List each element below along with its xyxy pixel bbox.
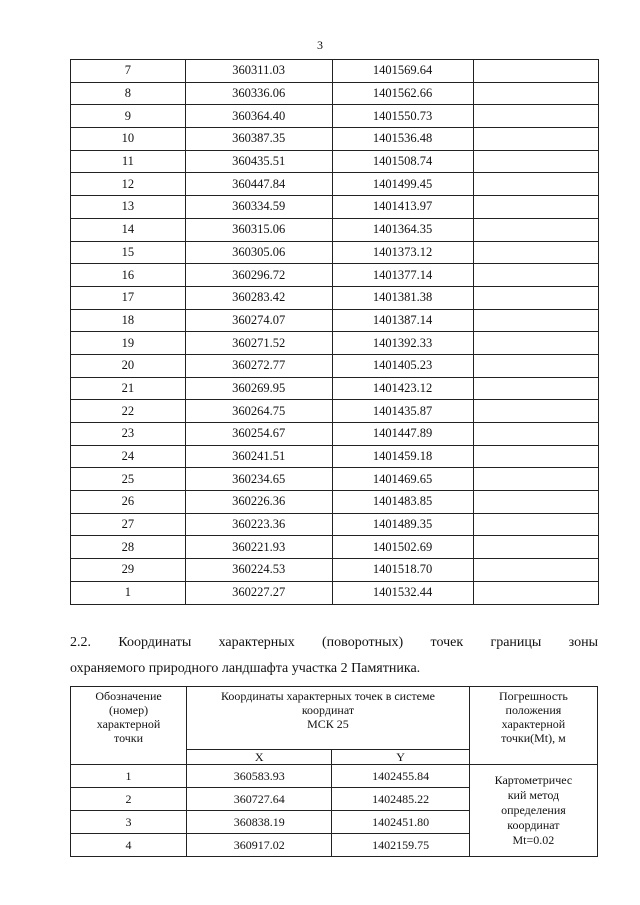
point-number-cell: 28 — [71, 536, 186, 559]
header-line: положения — [505, 703, 562, 717]
error-cell — [473, 264, 598, 287]
error-cell — [473, 445, 598, 468]
error-cell — [473, 513, 598, 536]
error-cell — [473, 105, 598, 128]
table-row — [71, 82, 599, 105]
table-row — [71, 105, 599, 128]
table-row — [71, 536, 599, 559]
point-number-cell: 10 — [71, 128, 186, 151]
point-number-cell: 20 — [71, 354, 186, 377]
table-row — [71, 581, 599, 604]
y-cell: 1402485.22 — [332, 788, 470, 811]
y-cell: 1401413.97 — [332, 196, 473, 219]
method-line: координат — [507, 818, 560, 832]
x-cell: 360234.65 — [185, 468, 332, 491]
method-cell — [469, 765, 597, 857]
table-row — [71, 423, 599, 446]
table-row — [71, 332, 599, 355]
y-cell: 1401499.45 — [332, 173, 473, 196]
point-number-cell: 14 — [71, 218, 186, 241]
x-cell: 360917.02 — [187, 834, 332, 857]
x-cell: 360274.07 — [185, 309, 332, 332]
table-row — [71, 309, 599, 332]
error-cell — [473, 377, 598, 400]
method-line: кий метод — [507, 788, 560, 802]
y-cell: 1401392.33 — [332, 332, 473, 355]
point-number-cell: 18 — [71, 309, 186, 332]
error-cell — [473, 60, 598, 83]
table-row — [71, 559, 599, 582]
table-row — [71, 60, 599, 83]
error-cell — [473, 400, 598, 423]
error-cell — [473, 150, 598, 173]
table-row — [71, 377, 599, 400]
method-line: определения — [501, 803, 566, 817]
y-cell: 1402455.84 — [332, 765, 470, 788]
x-cell: 360364.40 — [185, 105, 332, 128]
x-cell: 360283.42 — [185, 286, 332, 309]
x-cell: 360334.59 — [185, 196, 332, 219]
point-number-cell: 1 — [71, 765, 187, 788]
error-cell — [473, 423, 598, 446]
point-number-cell: 8 — [71, 82, 186, 105]
point-number-cell: 29 — [71, 559, 186, 582]
y-cell: 1401459.18 — [332, 445, 473, 468]
x-cell: 360272.77 — [185, 354, 332, 377]
x-cell: 360271.52 — [185, 332, 332, 355]
x-cell: 360583.93 — [187, 765, 332, 788]
table-row — [71, 241, 599, 264]
table-row — [71, 513, 599, 536]
point-number-cell: 9 — [71, 105, 186, 128]
table-row — [71, 150, 599, 173]
error-cell — [473, 332, 598, 355]
header-error — [469, 687, 597, 765]
point-number-cell: 4 — [71, 834, 187, 857]
point-number-cell: 24 — [71, 445, 186, 468]
y-cell: 1401536.48 — [332, 128, 473, 151]
x-cell: 360447.84 — [185, 173, 332, 196]
y-cell: 1401364.35 — [332, 218, 473, 241]
error-cell — [473, 241, 598, 264]
x-cell: 360311.03 — [185, 60, 332, 83]
x-cell: 360241.51 — [185, 445, 332, 468]
header-line: Обозначение — [95, 689, 162, 703]
error-cell — [473, 491, 598, 514]
header-line: точки(Mt), м — [501, 731, 566, 745]
header-y: Y — [332, 750, 470, 765]
error-cell — [473, 581, 598, 604]
point-number-cell: 7 — [71, 60, 186, 83]
coordinates-table-part2 — [70, 686, 598, 857]
x-cell: 360264.75 — [185, 400, 332, 423]
table-row — [71, 491, 599, 514]
point-number-cell: 19 — [71, 332, 186, 355]
point-number-cell: 17 — [71, 286, 186, 309]
x-cell: 360221.93 — [185, 536, 332, 559]
point-number-cell: 2 — [71, 788, 187, 811]
header-line: (номер) — [108, 703, 149, 717]
y-cell: 1402159.75 — [332, 834, 470, 857]
x-cell: 360254.67 — [185, 423, 332, 446]
point-number-cell: 25 — [71, 468, 186, 491]
y-cell: 1401489.35 — [332, 513, 473, 536]
y-cell: 1401483.85 — [332, 491, 473, 514]
x-cell: 360435.51 — [185, 150, 332, 173]
x-cell: 360336.06 — [185, 82, 332, 105]
page-number: 3 — [317, 38, 323, 52]
y-cell: 1401502.69 — [332, 536, 473, 559]
method-line: Картометричес — [494, 773, 573, 787]
point-number-cell: 15 — [71, 241, 186, 264]
table-row — [71, 196, 599, 219]
x-cell: 360296.72 — [185, 264, 332, 287]
x-cell: 360305.06 — [185, 241, 332, 264]
y-cell: 1401373.12 — [332, 241, 473, 264]
table-body — [71, 60, 599, 605]
point-number-cell: 22 — [71, 400, 186, 423]
table-row — [71, 765, 598, 788]
point-number-cell: 23 — [71, 423, 186, 446]
y-cell: 1401405.23 — [332, 354, 473, 377]
y-cell: 1401469.65 — [332, 468, 473, 491]
y-cell: 1401381.38 — [332, 286, 473, 309]
header-line: точки — [114, 731, 144, 745]
point-number-cell: 11 — [71, 150, 186, 173]
y-cell: 1401518.70 — [332, 559, 473, 582]
y-cell: 1401550.73 — [332, 105, 473, 128]
error-cell — [473, 559, 598, 582]
method-line: Mt=0.02 — [512, 833, 555, 847]
error-cell — [473, 82, 598, 105]
table-row — [71, 264, 599, 287]
table-row — [71, 468, 599, 491]
table-row — [71, 173, 599, 196]
table-row — [71, 400, 599, 423]
y-cell: 1401423.12 — [332, 377, 473, 400]
table-row — [71, 445, 599, 468]
header-line: МСК 25 — [307, 717, 349, 731]
point-number-cell: 3 — [71, 811, 187, 834]
y-cell: 1401435.87 — [332, 400, 473, 423]
header-line: характерной — [96, 717, 161, 731]
x-cell: 360315.06 — [185, 218, 332, 241]
header-line: характерной — [501, 717, 566, 731]
section-heading-line2: охраняемого природного ландшафта участка 2 Памятника. — [70, 661, 421, 676]
table-row — [71, 218, 599, 241]
y-cell: 1401377.14 — [332, 264, 473, 287]
header-coordinates — [187, 687, 470, 750]
header-point-designation — [71, 687, 187, 765]
y-cell: 1401508.74 — [332, 150, 473, 173]
header-line: Погрешность — [498, 689, 568, 703]
x-cell: 360727.64 — [187, 788, 332, 811]
error-cell — [473, 286, 598, 309]
table-row — [71, 286, 599, 309]
y-cell: 1401532.44 — [332, 581, 473, 604]
x-cell: 360226.36 — [185, 491, 332, 514]
y-cell: 1402451.80 — [332, 811, 470, 834]
y-cell: 1401562.66 — [332, 82, 473, 105]
point-number-cell: 21 — [71, 377, 186, 400]
coordinates-table-part1 — [70, 59, 599, 605]
point-number-cell: 12 — [71, 173, 186, 196]
error-cell — [473, 354, 598, 377]
table-row — [71, 354, 599, 377]
header-x: X — [187, 750, 332, 765]
error-cell — [473, 196, 598, 219]
x-cell: 360838.19 — [187, 811, 332, 834]
y-cell: 1401447.89 — [332, 423, 473, 446]
header-line: Координаты характерных точек в системе — [220, 689, 435, 703]
error-cell — [473, 218, 598, 241]
x-cell: 360269.95 — [185, 377, 332, 400]
point-number-cell: 13 — [71, 196, 186, 219]
x-cell: 360387.35 — [185, 128, 332, 151]
table-row — [71, 128, 599, 151]
header-line: координат — [301, 703, 355, 717]
error-cell — [473, 309, 598, 332]
x-cell: 360227.27 — [185, 581, 332, 604]
y-cell: 1401387.14 — [332, 309, 473, 332]
error-cell — [473, 173, 598, 196]
point-number-cell: 26 — [71, 491, 186, 514]
error-cell — [473, 536, 598, 559]
error-cell — [473, 128, 598, 151]
error-cell — [473, 468, 598, 491]
point-number-cell: 27 — [71, 513, 186, 536]
point-number-cell: 16 — [71, 264, 186, 287]
point-number-cell: 1 — [71, 581, 186, 604]
x-cell: 360223.36 — [185, 513, 332, 536]
section-heading-line1: 2.2. Координаты характерных (поворотных) точек границы зоны — [70, 635, 598, 650]
x-cell: 360224.53 — [185, 559, 332, 582]
y-cell: 1401569.64 — [332, 60, 473, 83]
